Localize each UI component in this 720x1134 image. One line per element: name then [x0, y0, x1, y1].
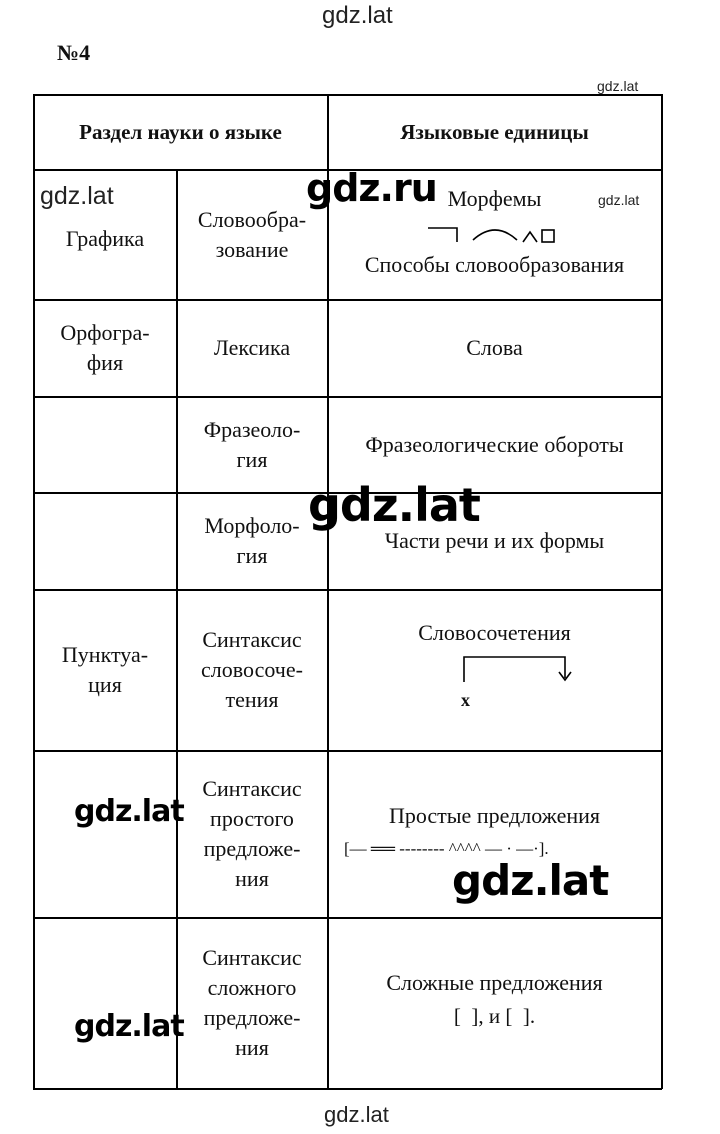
watermark-cell-left: gdz.lat	[40, 182, 114, 210]
header-section: Раздел науки о языке	[79, 120, 282, 144]
inner-label-line: Синтаксис	[202, 776, 302, 801]
row-complex-syntax-inner	[177, 918, 327, 1088]
phrases-label: Словосочетения	[418, 620, 571, 645]
row-lexicon-inner: Лексика	[213, 335, 291, 360]
watermark-top: gdz.lat	[322, 2, 393, 29]
inner-label-line: ния	[235, 1035, 269, 1060]
watermark-mid: gdz.lat	[308, 478, 480, 532]
row-wordformation-inner	[177, 170, 327, 299]
outer-label-line: фия	[86, 350, 124, 375]
row-lexicon-units: Слова	[466, 335, 523, 360]
complex-sentences-label: Сложные предложения	[386, 970, 603, 995]
watermark-cell-right: gdz.lat	[598, 192, 640, 208]
inner-label-line: словосоче-	[201, 657, 303, 682]
inner-label-line: сложного	[207, 975, 297, 1000]
row-morphology-inner	[177, 493, 327, 589]
simple-sentences-label: Простые предложения	[388, 803, 601, 828]
wordformation-methods-label: Способы словообразования	[364, 252, 625, 277]
inner-label-line: Синтаксис	[202, 945, 302, 970]
outer-label-line: Орфогра-	[60, 320, 150, 345]
row-phraseology-inner	[177, 397, 327, 492]
morphemes-label: Морфемы	[447, 186, 542, 211]
header-units: Языковые единицы	[400, 120, 589, 144]
table-border-bottom	[33, 1088, 662, 1090]
outer-label-line: Пунктуа-	[61, 642, 149, 667]
phrase-scheme-arrow-icon	[458, 652, 578, 686]
inner-label-line: Синтаксис	[202, 627, 302, 652]
row-punctuation-outer	[34, 590, 176, 750]
inner-label-line: Морфоло-	[204, 513, 300, 538]
phrase-scheme-x: x	[461, 690, 470, 710]
inner-label-line: гия	[236, 543, 268, 568]
inner-label-line: предложе-	[203, 1005, 301, 1030]
outer-label: Графика	[65, 225, 145, 251]
morpheme-scheme-icon	[423, 220, 563, 248]
watermark-corner: gdz.lat	[597, 78, 639, 94]
row-phrase-syntax-units	[328, 590, 661, 750]
watermark-ru: gdz.ru	[306, 166, 437, 210]
watermark-right-big: gdz.lat	[452, 856, 609, 905]
inner-label-line: гия	[236, 446, 268, 472]
table-border-right	[661, 94, 663, 1089]
inner-label-line: Словообра-	[197, 206, 307, 232]
row-orthography-outer	[34, 300, 176, 396]
inner-label-line: зование	[215, 236, 289, 262]
row-phrase-syntax-inner	[177, 590, 327, 750]
row-phraseology-units: Фразеологические обороты	[365, 431, 624, 457]
simple-sentence-scheme: [— ══ -------- ^^^^ — · —·].	[344, 839, 549, 858]
inner-label-line: предложе-	[203, 836, 301, 861]
row-complex-syntax-units	[328, 918, 661, 1088]
row-simple-syntax-inner	[177, 751, 327, 917]
inner-label-line: тения	[225, 687, 279, 712]
inner-label-line: ния	[235, 866, 269, 891]
watermark-bottom: gdz.lat	[324, 1102, 389, 1127]
task-number: №4	[57, 40, 91, 65]
row-morphology-units: Части речи и их формы	[384, 528, 605, 553]
complex-sentence-scheme: [ ], и [ ].	[453, 1004, 536, 1028]
inner-label-line: простого	[210, 806, 294, 831]
outer-label-line: ция	[88, 672, 122, 697]
inner-label-line: Фразеоло-	[203, 416, 301, 442]
watermark-left-1: gdz.lat	[74, 794, 184, 829]
watermark-left-2: gdz.lat	[74, 1009, 184, 1044]
